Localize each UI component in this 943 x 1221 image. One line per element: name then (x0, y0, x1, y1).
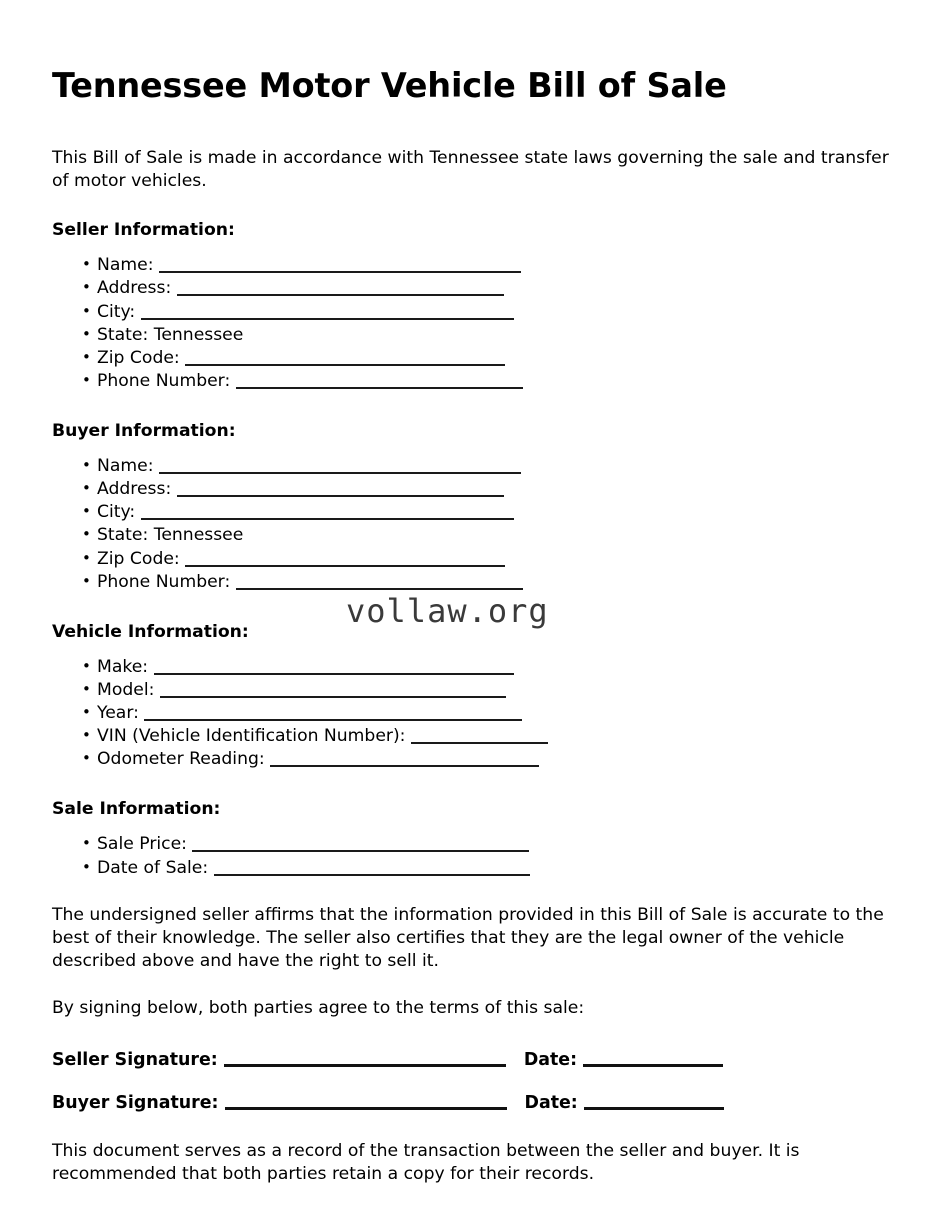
buyer-field-label: Name: (97, 456, 154, 476)
signature-row (52, 1093, 891, 1114)
buyer-field-row (52, 571, 891, 594)
signature-blank[interactable] (224, 1064, 506, 1067)
seller-field-row (52, 301, 891, 324)
buyer-field-list (52, 455, 891, 594)
buyer-field-label: Zip Code: (97, 548, 180, 569)
buyer-field-blank[interactable] (141, 518, 514, 520)
sale-information-heading: Sale Information: (52, 799, 221, 820)
vehicle-information-heading: Vehicle Information: (52, 621, 249, 642)
buyer-field-blank[interactable] (159, 472, 521, 474)
buyer-field-row (52, 501, 891, 524)
sale-field-blank[interactable] (214, 874, 530, 876)
sale-field-list (52, 833, 891, 879)
seller-field-row (52, 324, 891, 347)
vehicle-field-label: Make: (97, 656, 149, 677)
seller-field-label: Name: (97, 255, 154, 276)
buyer-field-blank[interactable] (185, 565, 505, 567)
vehicle-field-row (52, 748, 891, 771)
seller-field-row (52, 277, 891, 300)
seller-field-row (52, 254, 891, 277)
seller-field-list (52, 254, 891, 393)
sale-field-label: Date of Sale: (97, 857, 209, 878)
seller-field-label: Phone Number: (97, 370, 231, 391)
signature-blank[interactable] (225, 1107, 507, 1110)
seller-field-label: City: (97, 301, 136, 322)
watermark: vollaw.org (346, 592, 549, 630)
vehicle-field-blank[interactable] (160, 696, 506, 698)
intro-paragraph: This Bill of Sale is made in accordance with Tennessee state laws governing the sale and transfer of motor vehicles. (52, 147, 889, 191)
buyer-field-blank[interactable] (177, 495, 504, 497)
vehicle-field-label: Odometer Reading: (97, 749, 265, 770)
seller-field-label: Address: (97, 278, 172, 299)
buyer-information-heading: Buyer Information: (52, 421, 236, 441)
sale-field-label: Sale Price: (97, 834, 187, 855)
seller-field-row (52, 370, 891, 393)
seller-field-blank[interactable] (141, 318, 514, 320)
buyer-field-value: Tennessee (148, 525, 244, 546)
seller-field-blank[interactable] (236, 387, 523, 389)
buyer-field-row (52, 478, 891, 501)
page-title: Tennessee Motor Vehicle Bill of Sale (52, 66, 727, 105)
date-blank[interactable] (584, 1107, 724, 1110)
vehicle-field-list (52, 656, 891, 772)
seller-field-value: Tennessee (148, 324, 244, 345)
signature-label: Buyer Signature: (52, 1093, 219, 1113)
affirmation-paragraph: The undersigned seller affirms that the information provided in this Bill of Sale is accurate to the best of their knowledge. The seller also certifies that they are the legal owner of the vehicle described above and have the right to sell it. (52, 904, 884, 971)
seller-information-heading: Seller Information: (52, 220, 235, 241)
vehicle-field-row (52, 679, 891, 702)
buyer-field-row (52, 455, 891, 478)
buyer-field-blank[interactable] (236, 588, 523, 590)
buyer-field-label: City: (97, 502, 136, 523)
date-label: Date: (524, 1093, 578, 1113)
date-label: Date: (523, 1050, 578, 1071)
vehicle-field-blank[interactable] (154, 673, 514, 675)
buyer-field-label: Address: (97, 479, 172, 500)
sale-field-blank[interactable] (192, 850, 529, 852)
vehicle-field-row (52, 702, 891, 725)
signature-block (52, 1050, 891, 1114)
seller-field-blank[interactable] (185, 364, 505, 366)
vehicle-field-label: Model: (97, 679, 155, 700)
buyer-field-row (52, 524, 891, 547)
vehicle-field-blank[interactable] (144, 719, 522, 721)
vehicle-field-row (52, 725, 891, 748)
vehicle-field-row (52, 656, 891, 679)
signature-row (52, 1050, 891, 1071)
sale-field-row (52, 833, 891, 856)
seller-field-row (52, 347, 891, 370)
signature-label: Seller Signature: (52, 1050, 218, 1071)
date-blank[interactable] (583, 1064, 723, 1067)
buyer-field-label: Phone Number: (97, 571, 231, 592)
vehicle-field-blank[interactable] (411, 742, 548, 744)
buyer-field-row (52, 548, 891, 571)
vehicle-field-label: VIN (Vehicle Identification Number): (97, 726, 406, 747)
vehicle-field-blank[interactable] (270, 765, 539, 767)
vehicle-field-label: Year: (97, 703, 139, 723)
closing-paragraph: This document serves as a record of the transaction between the seller and buyer. It is recommended that both parties retain a copy for their records. (52, 1140, 800, 1184)
seller-field-label: State: (97, 324, 149, 345)
agreement-paragraph: By signing below, both parties agree to the terms of this sale: (52, 998, 585, 1018)
seller-field-blank[interactable] (159, 271, 521, 273)
seller-field-blank[interactable] (177, 294, 504, 296)
buyer-field-label: State: (97, 525, 149, 546)
seller-field-label: Zip Code: (97, 347, 180, 368)
sale-field-row (52, 857, 891, 880)
